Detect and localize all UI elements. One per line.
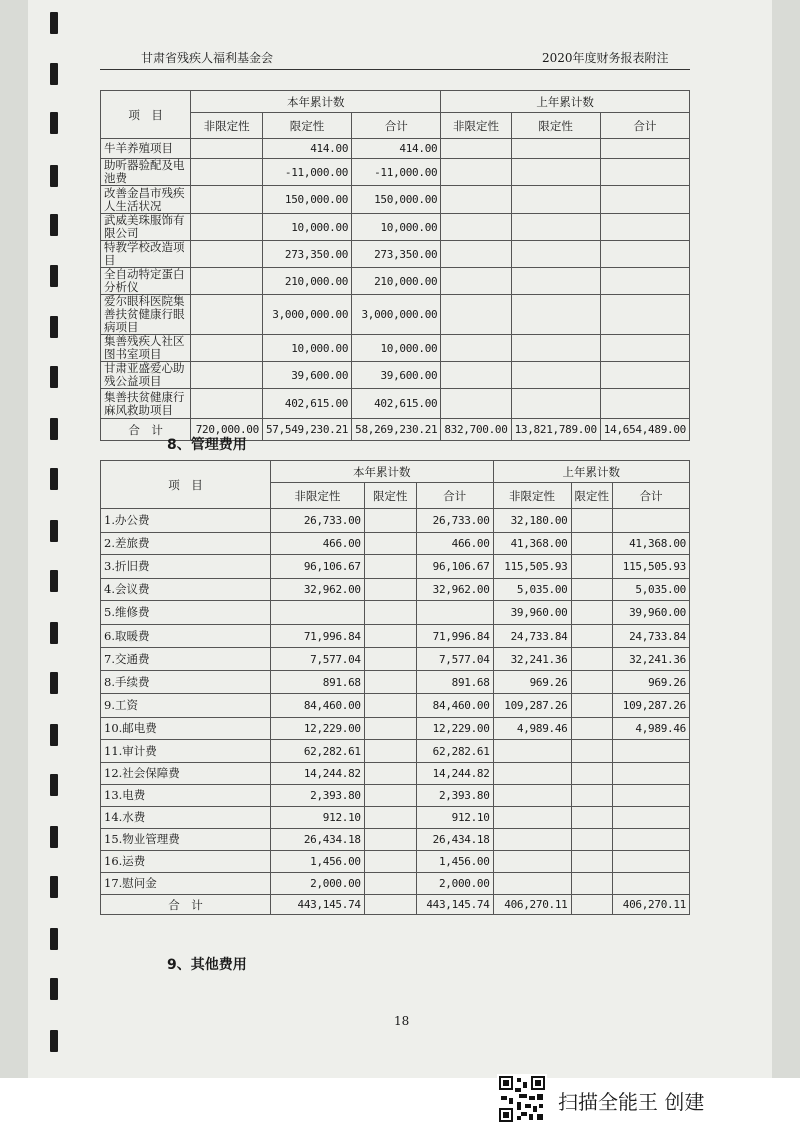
sub-unrestricted: 非限定性 (441, 113, 511, 139)
cell-p-unres (493, 807, 571, 829)
table-row (101, 555, 690, 579)
row-item-label: 16.运费 (101, 851, 271, 873)
cell-p-total: 5,035.00 (613, 579, 690, 601)
cell-c-unres: 7,577.04 (270, 648, 364, 671)
row-item-label: 13.电费 (101, 785, 271, 807)
cell-p-unres: 32,180.00 (493, 509, 571, 533)
total-c-res (364, 895, 416, 915)
cell-c-res: -11,000.00 (262, 159, 351, 186)
table-row (101, 362, 690, 389)
total-p-unres: 832,700.00 (441, 419, 511, 441)
cell-p-unres (441, 335, 511, 362)
cell-c-unres: 2,393.80 (270, 785, 364, 807)
scanner-watermark: 扫描全能王 创建 (558, 1090, 705, 1114)
cell-c-unres: 26,434.18 (270, 829, 364, 851)
cell-p-res (571, 579, 613, 601)
cell-p-unres (493, 851, 571, 873)
cell-p-unres (441, 295, 511, 335)
header-divider (100, 69, 690, 70)
total-p-unres: 406,270.11 (493, 895, 571, 915)
cell-p-res (571, 763, 613, 785)
sub-total: 合计 (352, 113, 441, 139)
restricted-fund-table (100, 90, 690, 441)
cell-c-unres (270, 601, 364, 625)
management-expense-table (100, 460, 690, 915)
section-9-heading: 9、其他费用 (167, 957, 247, 973)
cell-p-unres (493, 763, 571, 785)
cell-p-res (571, 509, 613, 533)
cell-c-res (364, 851, 416, 873)
cell-p-res (571, 533, 613, 555)
cell-p-res (511, 214, 600, 241)
cell-c-unres (191, 389, 263, 419)
cell-p-unres (493, 740, 571, 763)
total-c-res: 57,549,230.21 (262, 419, 351, 441)
row-item-label: 14.水费 (101, 807, 271, 829)
cell-p-res (511, 362, 600, 389)
col-item-header: 项 目 (101, 461, 271, 509)
total-label: 合 计 (101, 895, 271, 915)
cell-p-res (511, 186, 600, 214)
row-item-label: 改善金昌市残疾人生活状况 (101, 186, 191, 214)
row-item-label: 特教学校改造项目 (101, 241, 191, 268)
cell-p-res (571, 648, 613, 671)
header-report-title: 2020年度财务报表附注 (542, 51, 669, 65)
cell-p-total: 41,368.00 (613, 533, 690, 555)
cell-p-unres (493, 873, 571, 895)
cell-p-unres (441, 214, 511, 241)
cell-p-res (571, 694, 613, 718)
header-organization: 甘肃省残疾人福利基金会 (141, 51, 274, 65)
cell-p-unres (441, 139, 511, 159)
row-item-label: 1.办公费 (101, 509, 271, 533)
cell-p-total (613, 873, 690, 895)
cell-p-total (600, 214, 689, 241)
cell-c-unres: 2,000.00 (270, 873, 364, 895)
total-p-res (571, 895, 613, 915)
cell-p-unres (441, 186, 511, 214)
row-item-label: 9.工资 (101, 694, 271, 718)
table-row (101, 389, 690, 419)
cell-c-res (364, 601, 416, 625)
cell-c-unres: 71,996.84 (270, 625, 364, 648)
cell-p-unres: 41,368.00 (493, 533, 571, 555)
table-row (101, 851, 690, 873)
total-c-unres: 443,145.74 (270, 895, 364, 915)
row-item-label: 甘肃亚盛爱心助残公益项目 (101, 362, 191, 389)
cell-p-unres (441, 241, 511, 268)
cell-c-total: 26,733.00 (416, 509, 493, 533)
row-item-label: 全自动特定蛋白分析仪 (101, 268, 191, 295)
cell-c-unres (191, 295, 263, 335)
cell-p-res (511, 295, 600, 335)
cell-c-unres: 912.10 (270, 807, 364, 829)
cell-c-total: 10,000.00 (352, 335, 441, 362)
cell-p-total: 32,241.36 (613, 648, 690, 671)
cell-p-total (613, 763, 690, 785)
cell-p-res (571, 555, 613, 579)
cell-c-total: 10,000.00 (352, 214, 441, 241)
cell-c-unres: 14,244.82 (270, 763, 364, 785)
cell-c-res: 150,000.00 (262, 186, 351, 214)
cell-p-total: 39,960.00 (613, 601, 690, 625)
cell-c-total: 26,434.18 (416, 829, 493, 851)
sub-restricted: 限定性 (571, 483, 613, 509)
cell-p-res (511, 139, 600, 159)
cell-p-total (600, 241, 689, 268)
cell-c-res: 414.00 (262, 139, 351, 159)
row-item-label: 7.交通费 (101, 648, 271, 671)
row-item-label: 15.物业管理费 (101, 829, 271, 851)
cell-c-unres (191, 139, 263, 159)
cell-c-res (364, 718, 416, 740)
cell-c-total: 96,106.67 (416, 555, 493, 579)
total-label: 合 计 (101, 419, 191, 441)
group-current-year: 本年累计数 (191, 91, 441, 113)
cell-p-res (511, 389, 600, 419)
cell-c-total: 2,000.00 (416, 873, 493, 895)
cell-p-res (571, 601, 613, 625)
cell-c-res: 10,000.00 (262, 335, 351, 362)
cell-p-total: 4,989.46 (613, 718, 690, 740)
cell-c-total: 2,393.80 (416, 785, 493, 807)
table-row (101, 740, 690, 763)
col-item-header: 项 目 (101, 91, 191, 139)
cell-c-total: 402,615.00 (352, 389, 441, 419)
table-row (101, 785, 690, 807)
row-item-label: 4.会议费 (101, 579, 271, 601)
cell-p-unres (493, 785, 571, 807)
table-row (101, 509, 690, 533)
cell-p-total: 109,287.26 (613, 694, 690, 718)
group-prior-year: 上年累计数 (493, 461, 689, 483)
total-p-res: 13,821,789.00 (511, 419, 600, 441)
sub-total: 合计 (416, 483, 493, 509)
cell-c-res (364, 671, 416, 694)
cell-p-res (511, 335, 600, 362)
cell-c-total: -11,000.00 (352, 159, 441, 186)
cell-c-total: 150,000.00 (352, 186, 441, 214)
cell-p-total (600, 295, 689, 335)
cell-c-res: 10,000.00 (262, 214, 351, 241)
cell-p-total (613, 851, 690, 873)
cell-c-res: 273,350.00 (262, 241, 351, 268)
cell-c-res: 39,600.00 (262, 362, 351, 389)
cell-c-unres (191, 214, 263, 241)
cell-p-unres: 5,035.00 (493, 579, 571, 601)
cell-p-unres: 969.26 (493, 671, 571, 694)
cell-c-total: 12,229.00 (416, 718, 493, 740)
table-row (101, 335, 690, 362)
cell-p-total (613, 829, 690, 851)
cell-p-unres: 24,733.84 (493, 625, 571, 648)
total-p-total: 14,654,489.00 (600, 419, 689, 441)
cell-c-unres: 32,962.00 (270, 579, 364, 601)
sub-unrestricted: 非限定性 (270, 483, 364, 509)
cell-p-unres (493, 829, 571, 851)
cell-p-res (571, 671, 613, 694)
cell-c-res (364, 509, 416, 533)
cell-p-unres: 115,505.93 (493, 555, 571, 579)
cell-c-total: 466.00 (416, 533, 493, 555)
cell-c-unres: 26,733.00 (270, 509, 364, 533)
cell-p-total: 969.26 (613, 671, 690, 694)
total-c-total: 443,145.74 (416, 895, 493, 915)
cell-p-res (571, 718, 613, 740)
sub-restricted: 限定性 (511, 113, 600, 139)
cell-p-res (511, 268, 600, 295)
cell-c-total: 7,577.04 (416, 648, 493, 671)
cell-c-res: 210,000.00 (262, 268, 351, 295)
table-row (101, 214, 690, 241)
cell-p-res (571, 829, 613, 851)
cell-c-unres (191, 335, 263, 362)
cell-c-total: 273,350.00 (352, 241, 441, 268)
row-item-label: 11.审计费 (101, 740, 271, 763)
cell-c-unres (191, 362, 263, 389)
cell-c-res (364, 807, 416, 829)
cell-c-res (364, 873, 416, 895)
cell-c-total: 891.68 (416, 671, 493, 694)
table-row (101, 579, 690, 601)
cell-p-total (613, 807, 690, 829)
table-row (101, 625, 690, 648)
sub-total: 合计 (613, 483, 690, 509)
group-current-year: 本年累计数 (270, 461, 493, 483)
cell-p-total (613, 740, 690, 763)
cell-p-unres: 109,287.26 (493, 694, 571, 718)
table-row (101, 671, 690, 694)
cell-c-res (364, 579, 416, 601)
row-item-label: 2.差旅费 (101, 533, 271, 555)
table-row (101, 241, 690, 268)
cell-p-res (571, 625, 613, 648)
page-number: 18 (394, 1014, 410, 1028)
cell-p-unres (441, 159, 511, 186)
cell-c-total: 71,996.84 (416, 625, 493, 648)
row-item-label: 3.折旧费 (101, 555, 271, 579)
cell-p-total: 24,733.84 (613, 625, 690, 648)
sub-restricted: 限定性 (262, 113, 351, 139)
row-item-label: 6.取暖费 (101, 625, 271, 648)
table-row (101, 186, 690, 214)
cell-p-total (600, 159, 689, 186)
cell-c-res (364, 533, 416, 555)
row-item-label: 集善扶贫健康行麻风救助项目 (101, 389, 191, 419)
cell-p-total (600, 268, 689, 295)
section-8-heading: 8、管理费用 (167, 437, 247, 453)
cell-c-total: 84,460.00 (416, 694, 493, 718)
table-row (101, 295, 690, 335)
cell-p-total (600, 335, 689, 362)
row-item-label: 集善残疾人社区图书室项目 (101, 335, 191, 362)
cell-p-res (571, 851, 613, 873)
cell-p-unres: 39,960.00 (493, 601, 571, 625)
cell-p-unres (441, 268, 511, 295)
cell-p-total (600, 186, 689, 214)
cell-c-unres (191, 268, 263, 295)
cell-c-total: 1,456.00 (416, 851, 493, 873)
table-row (101, 873, 690, 895)
cell-p-total (613, 785, 690, 807)
cell-p-res (511, 241, 600, 268)
row-item-label: 5.维修费 (101, 601, 271, 625)
cell-c-unres: 1,456.00 (270, 851, 364, 873)
row-item-label: 武威美珠服饰有限公司 (101, 214, 191, 241)
cell-c-unres: 96,106.67 (270, 555, 364, 579)
table-row (101, 648, 690, 671)
cell-c-res (364, 763, 416, 785)
row-item-label: 17.慰问金 (101, 873, 271, 895)
cell-c-res: 402,615.00 (262, 389, 351, 419)
cell-p-total (600, 362, 689, 389)
table-row (101, 601, 690, 625)
cell-c-total: 32,962.00 (416, 579, 493, 601)
row-item-label: 12.社会保障费 (101, 763, 271, 785)
table-row (101, 533, 690, 555)
row-item-label: 10.邮电费 (101, 718, 271, 740)
cell-p-res (571, 740, 613, 763)
cell-c-res (364, 740, 416, 763)
cell-c-unres: 891.68 (270, 671, 364, 694)
cell-c-res (364, 829, 416, 851)
table-row (101, 139, 690, 159)
total-row (101, 895, 690, 915)
cell-p-total (600, 139, 689, 159)
cell-c-unres: 84,460.00 (270, 694, 364, 718)
table-row (101, 268, 690, 295)
table-row (101, 694, 690, 718)
cell-p-res (571, 807, 613, 829)
cell-c-total (416, 601, 493, 625)
cell-c-res (364, 625, 416, 648)
qr-code-icon (497, 1074, 547, 1124)
row-item-label: 助听器验配及电池费 (101, 159, 191, 186)
cell-p-unres (441, 389, 511, 419)
cell-c-unres: 12,229.00 (270, 718, 364, 740)
cell-c-total: 3,000,000.00 (352, 295, 441, 335)
cell-c-unres (191, 159, 263, 186)
cell-p-unres (441, 362, 511, 389)
sub-total: 合计 (600, 113, 689, 139)
cell-p-res (571, 785, 613, 807)
row-item-label: 8.手续费 (101, 671, 271, 694)
cell-c-total: 210,000.00 (352, 268, 441, 295)
cell-c-total: 39,600.00 (352, 362, 441, 389)
cell-c-total: 62,282.61 (416, 740, 493, 763)
cell-p-res (571, 873, 613, 895)
table-row (101, 807, 690, 829)
table-row (101, 763, 690, 785)
row-item-label: 爱尔眼科医院集善扶贫健康行眼病项目 (101, 295, 191, 335)
row-item-label: 牛羊养殖项目 (101, 139, 191, 159)
total-c-total: 58,269,230.21 (352, 419, 441, 441)
cell-c-total: 912.10 (416, 807, 493, 829)
cell-c-unres: 62,282.61 (270, 740, 364, 763)
table-row (101, 159, 690, 186)
cell-c-res (364, 555, 416, 579)
table-row (101, 829, 690, 851)
cell-p-total (613, 509, 690, 533)
cell-c-unres: 466.00 (270, 533, 364, 555)
cell-p-total: 115,505.93 (613, 555, 690, 579)
cell-c-res: 3,000,000.00 (262, 295, 351, 335)
cell-c-total: 14,244.82 (416, 763, 493, 785)
cell-c-total: 414.00 (352, 139, 441, 159)
cell-c-unres (191, 186, 263, 214)
total-p-total: 406,270.11 (613, 895, 690, 915)
cell-p-unres: 32,241.36 (493, 648, 571, 671)
cell-p-unres: 4,989.46 (493, 718, 571, 740)
cell-p-res (511, 159, 600, 186)
total-c-unres: 720,000.00 (191, 419, 263, 441)
sub-unrestricted: 非限定性 (493, 483, 571, 509)
table-row (101, 718, 690, 740)
cell-c-res (364, 785, 416, 807)
cell-c-res (364, 648, 416, 671)
group-prior-year: 上年累计数 (441, 91, 690, 113)
cell-c-unres (191, 241, 263, 268)
sub-restricted: 限定性 (364, 483, 416, 509)
cell-c-res (364, 694, 416, 718)
cell-p-total (600, 389, 689, 419)
sub-unrestricted: 非限定性 (191, 113, 263, 139)
